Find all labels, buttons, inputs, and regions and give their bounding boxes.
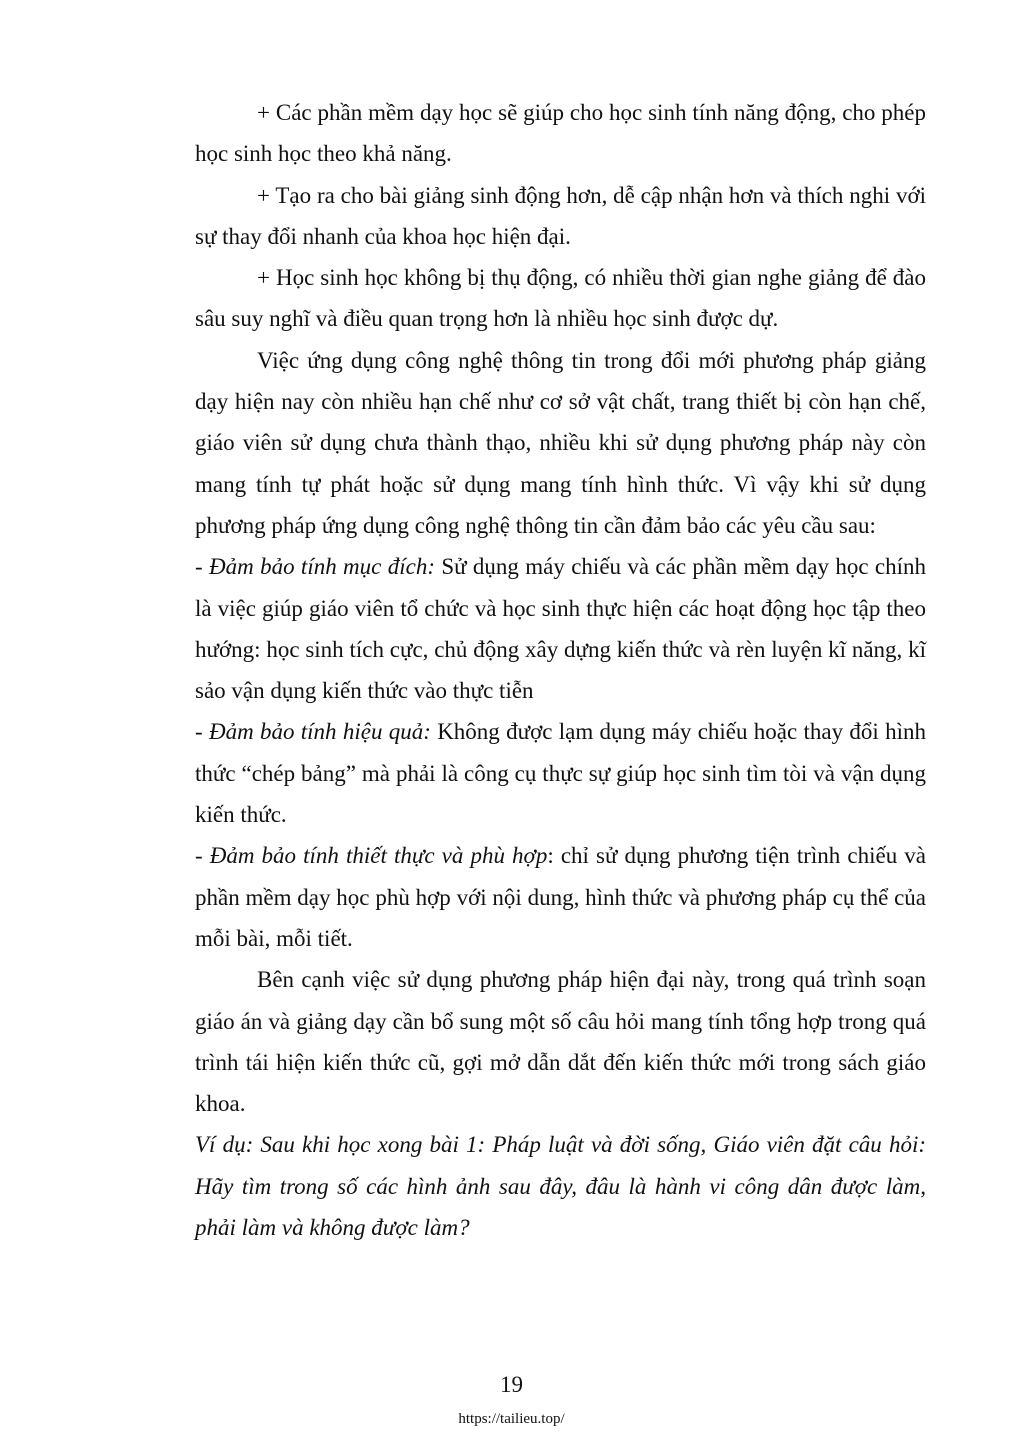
paragraph-text: + Học sinh học không bị thụ động, có nhiều thời gian nghe giảng để đào sâu suy nghĩ và điều quan trọng hơn là nhiều học sinh được dự.	[195, 265, 926, 332]
paragraph-text: + Các phần mềm dạy học sẽ giúp cho học sinh tính năng động, cho phép học sinh học theo khả năng.	[195, 100, 926, 167]
requirement-text: Sử dụng máy chiếu và các phần mềm dạy học chính là việc giúp giáo viên tổ chức và học sinh thực hiện các hoạt động học tập theo hướng: học sinh tích cực, chủ động xây dựng kiến thức và rèn luyện kĩ năng, kĩ sảo vận dụng kiến thức vào thực tiễn	[195, 554, 926, 704]
requirement-text: : chỉ sử dụng phương tiện trình chiếu và phần mềm dạy học phù hợp với nội dung, hình thức và phương pháp cụ thể của mỗi bài, mỗi tiết.	[195, 843, 926, 951]
requirement-text: Không được lạm dụng máy chiếu hoặc thay đổi hình thức “chép bảng” mà phải là công cụ thực sự giúp học sinh tìm tòi và vận dụng kiến thức.	[195, 719, 926, 828]
paragraph-text: Bên cạnh việc sử dụng phương pháp hiện đại này, trong quá trình soạn giáo án và giảng dạy cần bổ sung một số câu hỏi mang tính tổng hợp trong quá trình tái hiện kiến thức cũ, gợi mở dẫn dắt đến kiến thức mới trong sách giáo khoa.	[195, 967, 926, 1117]
requirement-heading: Đảm bảo tính thiết thực và phù hợp	[209, 843, 548, 869]
page-number: 19	[500, 1372, 523, 1397]
requirement-heading: Đảm bảo tính mục đích:	[209, 554, 435, 580]
body-paragraph-it-application	[195, 340, 926, 546]
requirement-dash: -	[195, 554, 210, 580]
requirement-heading: Đảm bảo tính hiệu quả:	[208, 719, 431, 745]
footer-url[interactable]: https://tailieu.top/	[458, 1411, 565, 1427]
requirement-dash: -	[195, 843, 210, 869]
document-body	[195, 92, 926, 1248]
paragraph-text: + Tạo ra cho bài giảng sinh động hơn, dễ cập nhận hơn và thích nghi với sự thay đổi nhanh của khoa học hiện đại.	[195, 182, 926, 249]
requirement-purpose	[195, 546, 926, 711]
requirement-effectiveness	[195, 711, 926, 835]
requirement-practicality	[195, 835, 926, 959]
body-paragraph-supplementary-questions	[195, 959, 926, 1124]
requirement-dash: -	[195, 719, 209, 745]
bullet-paragraph-software	[195, 92, 926, 175]
bullet-paragraph-lessons	[195, 175, 926, 258]
bullet-paragraph-students	[195, 257, 926, 340]
paragraph-text: Việc ứng dụng công nghệ thông tin trong đổi mới phương pháp giảng dạy hiện nay còn nhiều hạn chế như cơ sở vật chất, trang thiết bị còn hạn chế, giáo viên sử dụng chưa thành thạo, nhiều khi sử dụng phương pháp này còn mang tính tự phát hoặc sử dụng mang tính hình thức. Vì vậy khi sử dụng phương pháp ứng dụng công nghệ thông tin cần đảm bảo các yêu cầu sau:	[195, 347, 926, 538]
example-paragraph	[195, 1124, 926, 1248]
paragraph-text: Ví dụ: Sau khi học xong bài 1: Pháp luật và đời sống, Giáo viên đặt câu hỏi: Hãy tìm trong số các hình ảnh sau đây, đâu là hành vi công dân được làm, phải làm và không được làm?	[195, 1132, 926, 1241]
